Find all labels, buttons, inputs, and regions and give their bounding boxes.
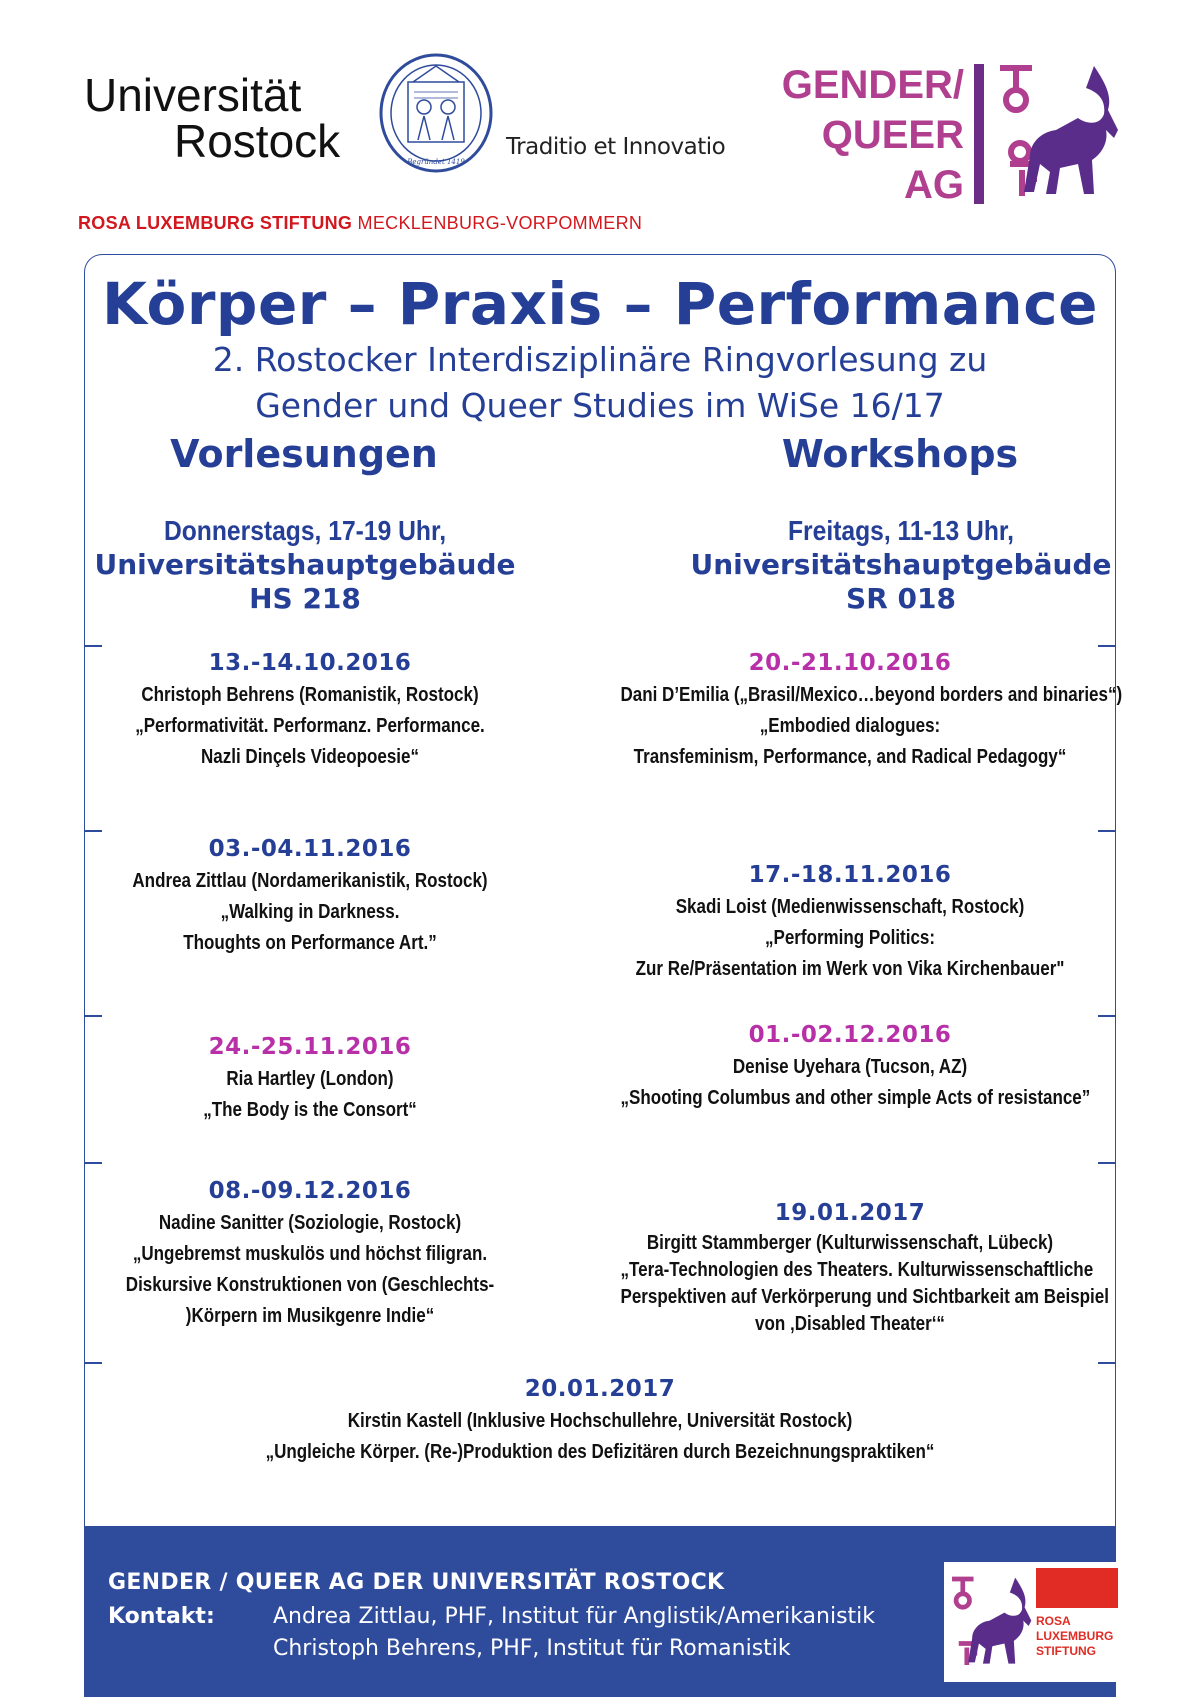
event-speaker: Andrea Zittlau (Nordamerikanistik, Rostock) [132,870,488,892]
event-date: 13.-14.10.2016 [208,650,412,676]
rls-logo-block [1036,1568,1118,1608]
subtitle-line1: 2. Rostocker Interdisziplinäre Ringvorlesung zu [212,340,988,379]
event-speaker: Kirstin Kastell (Inklusive Hochschullehre, Universität Rostock) [347,1410,853,1432]
university-logo-text [84,69,341,167]
footer-unicorn-icon [948,1566,1034,1678]
subtitle-line2: Gender und Queer Studies im WiSe 16/17 [255,386,945,425]
lecture-event [40,836,580,959]
event-date: 24.-25.11.2016 [208,1034,412,1060]
event-title-line: „Shooting Columbus and other simple Acts of resistance” [620,1087,1091,1109]
seal-inscription: Begründet 1419 [407,158,465,166]
rls-logo-line: LUXEMBURG [1036,1629,1114,1643]
rls-header-line [78,213,642,234]
footer-title: GENDER / QUEER AG DER UNIVERSITÄT ROSTOCK [108,1570,725,1595]
event-title-line: „Ungleiche Körper. (Re-)Produktion des Defizitären durch Bezeichnungspraktiken“ [265,1441,935,1463]
right-divider-tick [1098,1015,1116,1017]
university-name-line1: Universität [84,69,302,121]
event-title-line: Perspektiven auf Verkörperung und Sichtbarkeit am Beispiel [620,1286,1109,1308]
event-speaker: Skadi Loist (Medienwissenschaft, Rostock) [675,896,1025,918]
event-title-line: „Walking in Darkness. [220,901,400,923]
university-motto: Traditio et Innovatio [506,134,726,160]
workshop-event [580,862,1120,985]
gq-logo-line2: QUEER [821,113,964,157]
event-date: 20.01.2017 [524,1376,676,1402]
workshop-event [580,1200,1120,1338]
event-title-line: Transfeminism, Performance, and Radical Pedagogy“ [633,746,1067,768]
event-title-line: Diskursive Konstruktionen von (Geschlechts- [125,1274,495,1296]
event-speaker: Christoph Behrens (Romanistik, Rostock) [141,684,479,706]
footer-contact-label: Kontakt: [108,1604,215,1629]
lecture-event [40,650,580,773]
rls-logo-line: ROSA [1036,1614,1071,1628]
university-seal-icon [378,52,494,174]
rls-name: ROSA LUXEMBURG STIFTUNG [78,213,353,233]
lectures-room: HS 218 [249,582,361,615]
event-speaker: Denise Uyehara (Tucson, AZ) [732,1056,968,1078]
final-event [84,1376,1116,1468]
event-title-line: „Tera-Technologien des Theaters. Kulturwissenschaftliche [620,1259,1094,1281]
left-divider-tick [84,1362,102,1364]
lecture-event [40,1178,580,1332]
event-date: 03.-04.11.2016 [208,836,412,862]
footer-contact-person: Christoph Behrens, PHF, Institut für Romanistik [273,1636,791,1661]
workshops-building: Universitätshauptgebäude [690,548,1112,581]
event-title-line: „Performing Politics: [764,927,936,949]
rls-logo-line: STIFTUNG [1036,1644,1096,1658]
event-date: 08.-09.12.2016 [208,1178,412,1204]
event-title-line: Thoughts on Performance Art.” [183,932,437,954]
rls-logo-text [1036,1614,1113,1659]
right-divider-tick [1098,1162,1116,1164]
lecture-event [40,1034,580,1126]
left-divider-tick [84,1162,102,1164]
event-speaker: Dani D’Emilia („Brasil/Mexico…beyond borders and binaries“) [620,684,1123,706]
page-title: Körper – Praxis – Performance [102,270,1098,338]
left-divider-tick [84,830,102,832]
unicorn-logo-icon [994,60,1122,204]
workshop-event [580,1022,1120,1114]
workshop-event [580,650,1123,773]
event-title-line: „Embodied dialogues: [759,715,941,737]
event-date: 17.-18.11.2016 [748,862,952,888]
event-title-line: „Ungebremst muskulös und höchst filigran. [132,1243,488,1265]
event-date: 20.-21.10.2016 [748,650,952,676]
event-title-line: „Performativität. Performanz. Performance. [135,715,485,737]
event-title-line: Zur Re/Präsentation im Werk von Vika Kirchenbauer" [635,958,1065,980]
left-divider-tick [84,1015,102,1017]
gq-logo-line3: AG [904,163,964,207]
workshops-time: Freitags, 11-13 Uhr, [788,515,1014,546]
event-title-line: )Körpern im Musikgenre Indie“ [185,1305,435,1327]
event-title-line: von ‚Disabled Theater‘“ [755,1313,945,1335]
right-divider-tick [1098,1362,1116,1364]
event-date: 01.-02.12.2016 [748,1022,952,1048]
footer-contact-person: Andrea Zittlau, PHF, Institut für Anglistik/Amerikanistik [273,1604,876,1629]
event-speaker: Nadine Sanitter (Soziologie, Rostock) [158,1212,462,1234]
university-name-line2: Rostock [174,115,341,167]
event-title-line: „The Body is the Consort“ [203,1099,417,1121]
gender-queer-ag-logo-text [768,60,964,210]
right-divider-tick [1098,645,1116,647]
event-title-line: Nazli Dinçels Videopoesie“ [201,746,419,768]
event-date: 19.01.2017 [774,1200,926,1226]
workshops-heading: Workshops [781,432,1019,476]
left-divider-tick [84,645,102,647]
gq-logo-bar [974,64,984,204]
lectures-time: Donnerstags, 17-19 Uhr, [163,515,447,546]
lectures-heading: Vorlesungen [170,432,438,476]
event-speaker: Ria Hartley (London) [226,1068,394,1090]
lectures-building: Universitätshauptgebäude [94,548,516,581]
rls-region: MECKLENBURG-VORPOMMERN [357,213,643,233]
event-speaker: Birgitt Stammberger (Kulturwissenschaft, Lübeck) [646,1232,1054,1254]
gq-logo-line1: GENDER/ [781,63,964,107]
right-divider-tick [1098,830,1116,832]
workshops-room: SR 018 [846,582,956,615]
